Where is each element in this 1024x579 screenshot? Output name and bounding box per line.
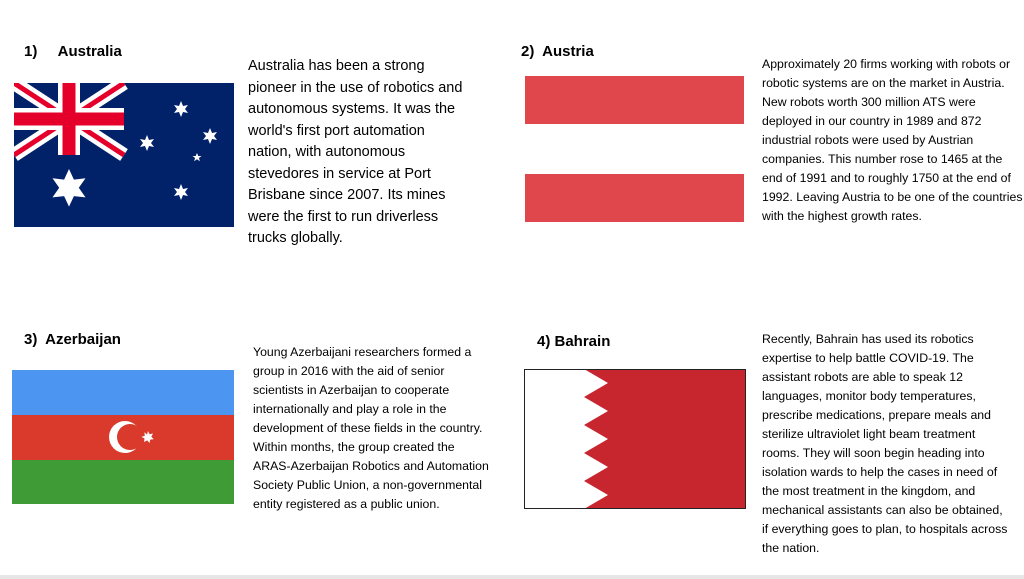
austria-description: Approximately 20 firms working with robots or robotic systems are on the market in Austria. New robots worth 300 million ATS were deployed in our country in 1989 and 872 industrial robots were used by Austrian companies. This number rose to 1465 at the end of 1991 and to roughly 1750 at the end of 1992. Leaving Austria to be one of the countries with the highest growth rates. <box>762 57 1023 223</box>
bahrain-heading: 4) Bahrain <box>537 333 611 350</box>
australia-flag-icon <box>14 83 234 227</box>
azerbaijan-flag-icon <box>12 370 234 504</box>
austria-flag-icon <box>525 76 744 222</box>
austria-heading: 2) Austria <box>521 43 594 60</box>
australia-heading: 1) Australia <box>24 43 122 60</box>
bahrain-flag-icon <box>524 369 746 509</box>
australia-description: Australia has been a strong pioneer in the use of robotics and autonomous systems. It was the world's first port automation nation, with autonomous stevedores in service at Port Brisbane since 2007. Its mines were the first to run driverless trucks globally. <box>248 58 463 246</box>
bahrain-description: Recently, Bahrain has used its robotics expertise to help battle COVID-19. The assistant robots are able to speak 12 languages, monitor body temperatures, prescribe medications, prepare meals and sterilize ultraviolet light beam treatment rooms. They will soon begin heading into isolation wards to help the cases in need of the most treatment in the kingdom, and mechanical assistants can also be obtained, if everything goes to plan, to hospitals across the nation. <box>762 332 1008 555</box>
bottom-divider <box>0 575 1024 579</box>
azerbaijan-description: Young Azerbaijani researchers formed a group in 2016 with the aid of senior scientists in Azerbaijan to cooperate internationally and play a role in the development of these fields in the country. Within months, the group created the ARAS-Azerbaijan Robotics and Automation Society Public Union, a non-governmental entity registered as a public union. <box>253 345 489 511</box>
azerbaijan-heading: 3) Azerbaijan <box>24 331 121 348</box>
